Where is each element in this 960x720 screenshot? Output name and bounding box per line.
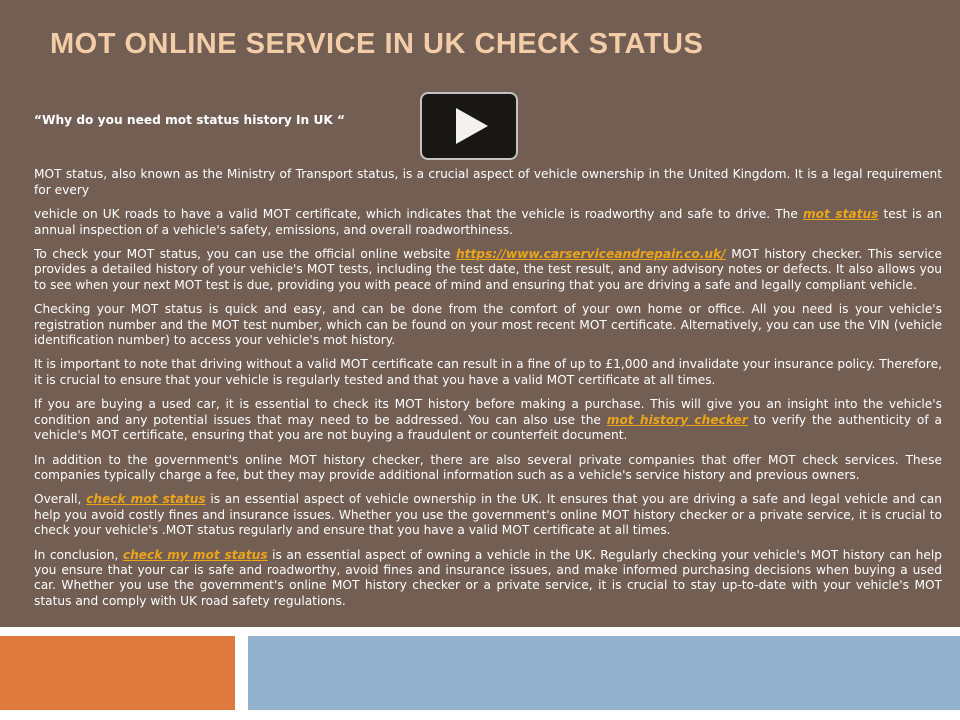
text: vehicle on UK roads to have a valid MOT certificate, which indicates that the vehicle is roadworthy and safe to drive. The	[34, 207, 803, 222]
check-my-mot-status-link[interactable]: check my mot status	[122, 547, 268, 562]
text: is an essential aspect of owning a vehicle in the UK. Regularly checking your vehicle's MOT history can help you ensure that your car is safe and roadworthy, avoid fines and insurance issues, and make informed purchasing decisions when buying a used car. Whether you use the government's online MOT history checker or a private service, it is crucial to stay up-to-date with your vehicle's MOT status and comply with UK road safety regulations.	[34, 547, 942, 608]
paragraph-2	[34, 207, 942, 238]
paragraph-6	[34, 397, 942, 443]
paragraph-8	[34, 492, 942, 538]
text: If you are buying a used car, it is essential to check its MOT history before making a purchase. This will give you an insight into the vehicle's condition and any potential issues that may need to be addressed. You can also use the	[34, 397, 942, 427]
paragraph-9	[34, 548, 942, 610]
blue-footer-block	[248, 636, 960, 710]
text: Overall,	[34, 492, 87, 507]
mot-history-checker-link[interactable]: mot history checker	[606, 412, 748, 427]
subheading: “Why do you need mot status history In UK “	[34, 113, 346, 127]
paragraph-1: MOT status, also known as the Ministry of Transport status, is a crucial aspect of vehicle ownership in the United Kingdom. It is a legal requirement for every	[34, 167, 942, 197]
slide-title: MOT ONLINE SERVICE IN UK CHECK STATUS	[50, 28, 704, 60]
text: In conclusion,	[34, 547, 123, 562]
website-link[interactable]: https://www.carserviceandrepair.co.uk/	[455, 247, 726, 262]
slide-body	[34, 113, 942, 618]
text: MOT history checker. This service provides a detailed history of your vehicle's MOT tests, including the test date, the test result, and any advisory notes or defects. It also allows you to see when your next MOT test is due, providing you with peace of mind and ensuring that you are driving a safe and legally compliant vehicle.	[34, 247, 942, 292]
text: is an essential aspect of vehicle ownership in the UK. It ensures that you are driving a safe and legal vehicle and can help you avoid costly fines and insurance issues. Whether you use the government's online MOT history checker or a private service, it is crucial to check your vehicle's .MOT status regularly and ensure that you have a valid MOT certificate at all times.	[34, 492, 942, 538]
paragraph-3	[34, 247, 942, 293]
paragraph-4: Checking your MOT status is quick and easy, and can be done from the comfort of your own home or office. All you need is your vehicle's registration number and the MOT test number, which can be found on your most recent MOT certificate. Alternatively, you can use the VIN (vehicle identification number) to access your vehicle's mot history.	[34, 302, 942, 348]
play-button[interactable]	[420, 92, 518, 160]
paragraph-5: It is important to note that driving without a valid MOT certificate can result in a fine of up to £1,000 and invalidate your insurance policy. Therefore, it is crucial to ensure that your vehicle is regularly tested and that you have a valid MOT certificate at all times.	[34, 357, 942, 387]
check-mot-status-link[interactable]: check mot status	[86, 492, 206, 507]
text: test is an annual inspection of a vehicle's safety, emissions, and overall roadworthiness.	[34, 207, 942, 237]
paragraph-7: In addition to the government's online MOT history checker, there are also several private companies that offer MOT check services. These companies typically charge a fee, but they may provide additional information such as a vehicle's service history and previous owners.	[34, 452, 942, 482]
text: to verify the authenticity of a vehicle's MOT certificate, ensuring that you are not buying a fraudulent or counterfeit document.	[34, 412, 942, 443]
text: To check your MOT status, you can use the official online website	[34, 247, 456, 262]
play-icon	[452, 106, 492, 146]
mot-status-link[interactable]: mot status	[802, 207, 879, 222]
orange-footer-block	[0, 636, 235, 710]
